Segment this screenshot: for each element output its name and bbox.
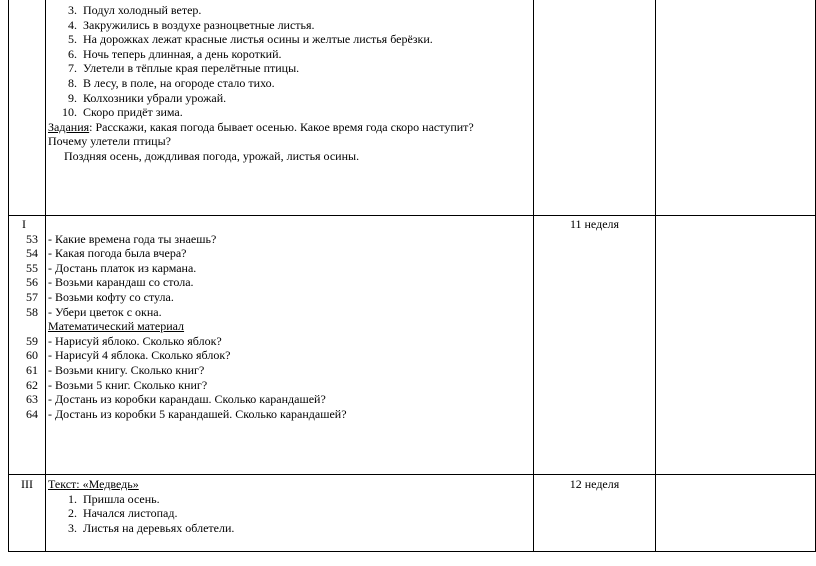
row-number: 63 (26, 392, 38, 407)
table-border-left (8, 0, 9, 552)
list-item: 2. Начался листопад. (68, 506, 178, 521)
row-number: 55 (26, 260, 38, 275)
list-item: 5. На дорожках лежат красные листья осины и желтые листья берёзки. (68, 32, 433, 47)
task-line-2: Почему улетели птицы? (48, 134, 171, 149)
table-border-bottom (8, 551, 815, 552)
list-item: 6. Ночь теперь длинная, а день короткий. (68, 46, 282, 61)
row-divider-2 (8, 474, 815, 475)
row-number: 54 (26, 246, 38, 261)
week-label-12: 12 неделя (569, 477, 620, 491)
task-line: Задания: Расскажи, какая погода бывает осенью. Какое время года скоро наступит? (48, 119, 474, 134)
list-item: - Возьми 5 книг. Сколько книг? (48, 377, 208, 392)
list-item: 9. Колхозники убрали урожай. (68, 90, 227, 105)
row-number: 53 (26, 231, 38, 246)
list-item: - Достань из коробки 5 карандашей. Сколько карандашей? (48, 406, 347, 421)
list-item: - Возьми кофту со стула. (48, 289, 174, 304)
middle-row-content (48, 217, 528, 421)
row-number: 62 (26, 377, 38, 392)
list-item: 1. Пришла осень. (68, 491, 160, 506)
week-label-11: 11 неделя (569, 217, 620, 231)
list-item: 3. Подул холодный ветер. (68, 3, 202, 17)
row-number: 60 (26, 348, 38, 363)
roman-numeral: I (22, 217, 26, 231)
roman-numeral-3: III (21, 477, 33, 491)
row-number: 59 (26, 333, 38, 348)
bottom-row-content (48, 477, 528, 535)
list-item: - Какая погода была вчера? (48, 246, 187, 261)
list-item: 8. В лесу, в поле, на огороде стало тихо. (68, 75, 275, 90)
row-number (10, 319, 38, 334)
math-heading: Математический материал (48, 319, 185, 334)
row-number: 58 (26, 304, 38, 319)
list-item: - Нарисуй 4 яблока. Сколько яблок? (48, 348, 231, 363)
list-item: 7. Улетели в тёплые края перелётные птицы. (68, 61, 300, 76)
table-divider-1 (45, 0, 46, 552)
list-item: - Достань платок из кармана. (48, 260, 197, 275)
table-divider-3 (655, 0, 656, 552)
task-label: Задания (48, 119, 90, 134)
list-item: - Достань из коробки карандаш. Сколько карандашей? (48, 392, 326, 407)
text-title: Текст: «Медведь» (48, 477, 139, 491)
list-item: - Убери цветок с окна. (48, 304, 162, 319)
list-item: 4. Закружились в воздухе разноцветные листья. (68, 17, 315, 32)
answer-line: Поздняя осень, дождливая погода, урожай, листья осины. (64, 148, 360, 163)
list-item: 10. Скоро придёт зима. (62, 105, 183, 120)
row-number: 64 (26, 406, 38, 421)
table-divider-2 (533, 0, 534, 552)
list-item: - Нарисуй яблоко. Сколько яблок? (48, 333, 222, 348)
row-divider-1 (8, 215, 815, 216)
row-number: 61 (26, 362, 38, 377)
list-item: 3. Листья на деревьях облетели. (68, 520, 235, 535)
row-number: 56 (26, 275, 38, 290)
top-row-content (48, 3, 528, 164)
number-column (10, 217, 38, 421)
list-item: - Возьми карандаш со стола. (48, 275, 194, 290)
row-number: 57 (26, 289, 38, 304)
list-item: - Какие времена года ты знаешь? (48, 231, 217, 246)
list-item: - Возьми книгу. Сколько книг? (48, 362, 205, 377)
